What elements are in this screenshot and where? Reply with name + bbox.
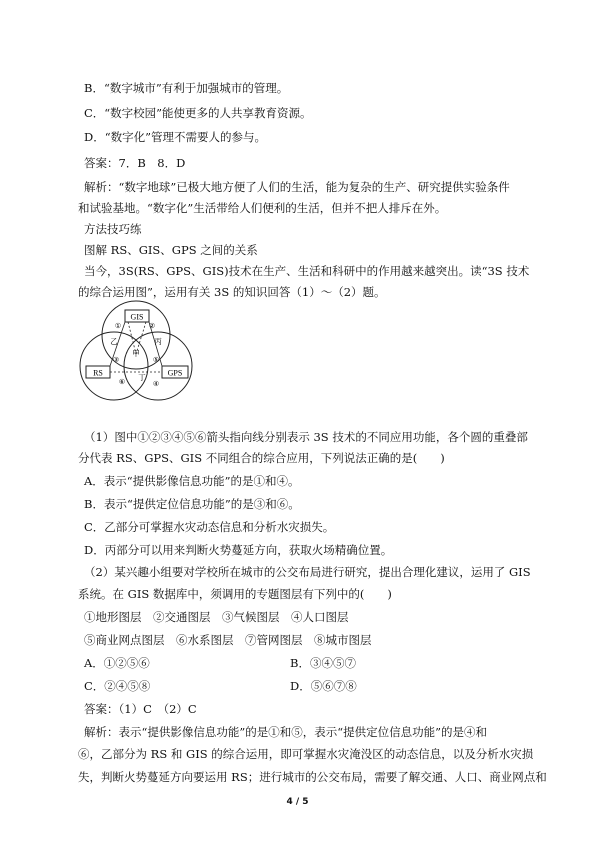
question-2-line-1: （2）某兴趣小组要对学校所在城市的公交布局进行研究，提出合理化建议，运用了 GIS — [84, 565, 531, 579]
answer-line-2: 答案：（1）C （2）C — [84, 702, 197, 716]
region-jia: 甲 — [132, 349, 140, 358]
analysis2-line-1: 解析：表示“提供影像信息功能”的是①和⑤，表示“提供定位信息功能”的是④和 — [84, 725, 488, 739]
layer-list-1: ①地形图层 ②交通图层 ③气候图层 ④人口图层 — [84, 610, 349, 624]
3s-venn-diagram — [78, 298, 194, 402]
subheading: 图解 RS、GIS、GPS 之间的关系 — [84, 243, 258, 257]
option-b-line: B．“数字城市”有利于加强城市的管理。 — [84, 81, 289, 95]
analysis-line-2: 和试验基地。“数字化”生活带给人们便利的生活，但并不把人排斥在外。 — [78, 201, 447, 215]
marker-1: ① — [114, 322, 122, 330]
q2-option-a: A．①②⑤⑥ — [84, 656, 150, 670]
gps-label: GPS — [167, 368, 183, 378]
region-yi: 乙 — [110, 337, 118, 346]
region-bing: 丙 — [154, 337, 162, 346]
section-heading: 方法技巧练 — [84, 222, 142, 236]
q1-option-a: A．表示“提供影像信息功能”的是①和④。 — [84, 474, 300, 488]
q1-option-c: C．乙部分可掌握水灾动态信息和分析水灾损失。 — [84, 520, 335, 534]
q2-option-c: C．②④⑤⑧ — [84, 679, 151, 693]
marker-6: ⑥ — [118, 378, 126, 386]
question-1-line-1: （1）图中①②③④⑤⑥箭头指向线分别表示 3S 技术的不同应用功能，各个圆的重叠部 — [84, 430, 528, 444]
analysis2-line-3: 失，判断火势蔓延方向要运用 RS；进行城市的公交布局，需要了解交通、人口、商业网点和 — [78, 770, 547, 784]
marker-2: ② — [148, 322, 156, 330]
question-1-line-2: 分代表 RS、GPS、GIS 不同组合的综合应用，下列说法正确的是( ) — [78, 451, 445, 465]
q1-option-d: D．丙部分可以用来判断火势蔓延方向，获取火场精确位置。 — [84, 543, 393, 557]
marker-4: ④ — [152, 380, 160, 388]
analysis2-line-2: ⑥，乙部分为 RS 和 GIS 的综合运用，即可掌握水灾淹没区的动态信息，以及分析水灾损 — [78, 747, 534, 761]
option-d-line: D．“数字化”管理不需要人的参与。 — [84, 130, 266, 144]
q1-option-b: B．表示“提供定位信息功能”的是③和⑥。 — [84, 497, 300, 511]
answer-line: 答案：7．B 8．D — [84, 156, 186, 170]
intro-line-2: 的综合运用图”，运用有关 3S 的知识回答（1）～（2）题。 — [78, 285, 386, 299]
q2-option-d: D．⑤⑥⑦⑧ — [290, 679, 357, 693]
marker-5: ⑤ — [152, 356, 160, 364]
page-number: 4 / 5 — [286, 797, 309, 807]
analysis-line-1: 解析：“数字地球”已极大地方便了人们的生活，能为复杂的生产、研究提供实验条件 — [84, 180, 510, 194]
layer-list-2: ⑤商业网点图层 ⑥水系图层 ⑦管网图层 ⑧城市图层 — [84, 633, 372, 647]
option-c-line: C．“数字校园”能使更多的人共享教育资源。 — [84, 106, 312, 120]
gis-label: GIS — [130, 312, 144, 322]
marker-3: ③ — [112, 356, 120, 364]
rs-label: RS — [93, 368, 103, 378]
question-2-line-2: 系统。在 GIS 数据库中，须调用的专题图层有下列中的( ) — [78, 587, 392, 601]
region-ding: 丁 — [138, 373, 146, 382]
q2-option-b: B．③④⑤⑦ — [290, 656, 356, 670]
intro-line-1: 当今，3S(RS、GPS、GIS)技术在生产、生活和科研中的作用越来越突出。读“3S 技术 — [84, 264, 530, 278]
